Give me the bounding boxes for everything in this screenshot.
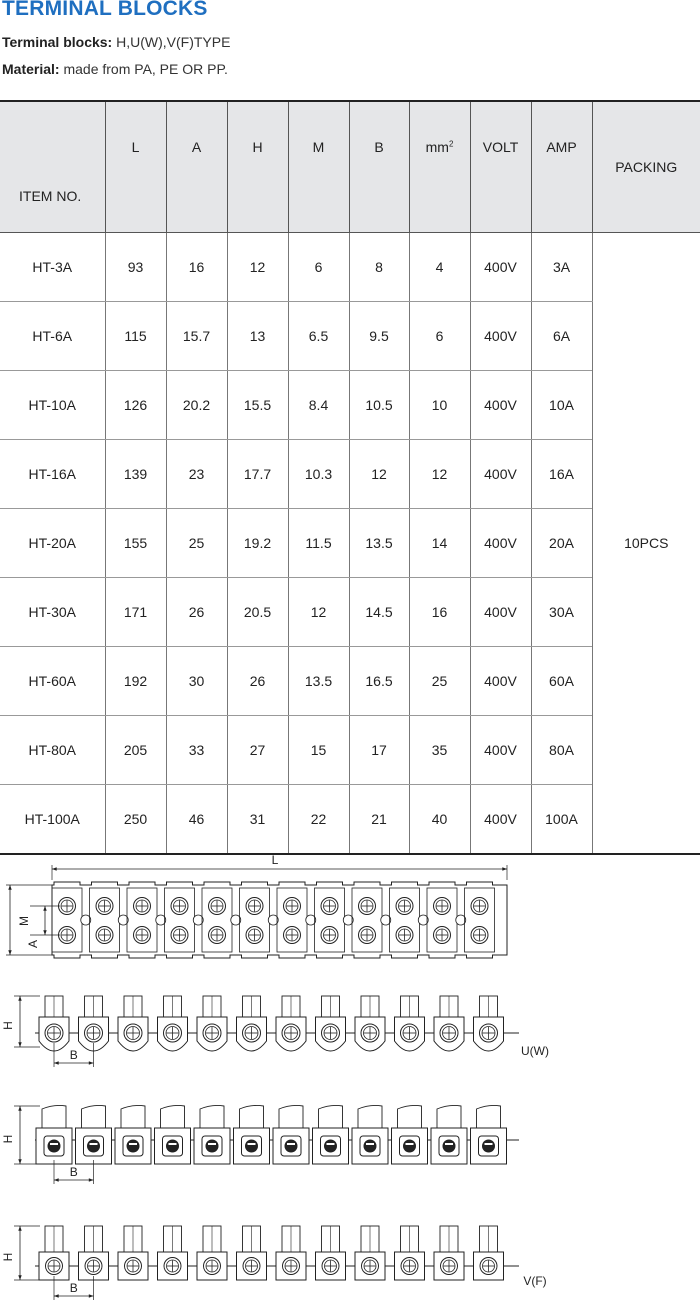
cell-m: 11.5 (288, 509, 349, 578)
cell-a: 25 (166, 509, 227, 578)
cell-mm: 16 (409, 578, 470, 647)
cell-mm: 12 (409, 440, 470, 509)
cell-m: 15 (288, 716, 349, 785)
cell-volt: 400V (470, 302, 531, 371)
cell-b: 14.5 (349, 578, 409, 647)
cell-mm: 35 (409, 716, 470, 785)
header-mm-sup: 2 (448, 139, 454, 149)
cell-volt: 400V (470, 647, 531, 716)
type-spec (2, 34, 230, 50)
screw-icon (245, 1140, 258, 1153)
cell-volt: 400V (470, 578, 531, 647)
header-l: L (105, 101, 166, 233)
cell-item: HT-20A (0, 509, 105, 578)
cell-amp: 16A (531, 440, 592, 509)
header-m: M (288, 101, 349, 233)
table-body (0, 233, 700, 855)
screw-icon (403, 1140, 416, 1153)
cell-h: 20.5 (227, 578, 288, 647)
terminal-post (477, 1105, 501, 1128)
cell-item: HT-80A (0, 716, 105, 785)
screw-icon (87, 1140, 100, 1153)
cell-amp: 10A (531, 371, 592, 440)
dimension-h-label: H (1, 1134, 15, 1144)
cell-amp: 3A (531, 233, 592, 302)
cell-a: 30 (166, 647, 227, 716)
screw-icon (482, 1140, 495, 1153)
cell-m: 22 (288, 785, 349, 855)
screw-icon (206, 1140, 219, 1153)
terminal-post (240, 1105, 264, 1128)
header-amp: AMP (531, 101, 592, 233)
dimension-b-label: B (69, 1048, 78, 1062)
cell-h: 17.7 (227, 440, 288, 509)
dimension-h-label: H (1, 1021, 15, 1030)
cell-mm: 25 (409, 647, 470, 716)
cell-item: HT-6A (0, 302, 105, 371)
cell-volt: 400V (470, 785, 531, 855)
cell-a: 16 (166, 233, 227, 302)
cell-item: HT-60A (0, 647, 105, 716)
screw-icon (364, 1140, 377, 1153)
material-spec (2, 61, 228, 77)
cell-item: HT-16A (0, 440, 105, 509)
screw-icon (48, 1140, 61, 1153)
cell-item: HT-3A (0, 233, 105, 302)
screw-icon (127, 1140, 140, 1153)
cell-mm: 10 (409, 371, 470, 440)
terminal-post (200, 1105, 224, 1128)
terminal-post (319, 1105, 343, 1128)
cell-a: 20.2 (166, 371, 227, 440)
dimension-h-label: H (1, 1252, 15, 1262)
header-volt: VOLT (470, 101, 531, 233)
top-view-drawing (6, 853, 507, 958)
cell-b: 13.5 (349, 509, 409, 578)
cell-b: 12 (349, 440, 409, 509)
technical-drawings (0, 830, 700, 1303)
uw-view-drawing (1, 996, 549, 1067)
type-label: Terminal blocks: (2, 34, 113, 50)
vf-view-drawing (1, 1226, 547, 1300)
cell-mm: 4 (409, 233, 470, 302)
cell-amp: 100A (531, 785, 592, 855)
cell-b: 16.5 (349, 647, 409, 716)
cell-volt: 400V (470, 716, 531, 785)
header-mm2 (409, 101, 470, 233)
screw-icon (324, 1140, 337, 1153)
cell-l: 171 (105, 578, 166, 647)
dimension-l-label: L (271, 853, 279, 867)
cell-h: 27 (227, 716, 288, 785)
header-b: B (349, 101, 409, 233)
cell-m: 13.5 (288, 647, 349, 716)
screw-icon (166, 1140, 179, 1153)
cell-m: 8.4 (288, 371, 349, 440)
dimension-a-label: A (26, 939, 40, 949)
cell-h: 19.2 (227, 509, 288, 578)
cell-l: 250 (105, 785, 166, 855)
cell-l: 155 (105, 509, 166, 578)
dimension-b-label: B (69, 1165, 78, 1179)
cell-item: HT-100A (24, 811, 80, 827)
cell-l: 139 (105, 440, 166, 509)
cell-m: 12 (288, 578, 349, 647)
cell-b: 9.5 (349, 302, 409, 371)
cell-h: 15.5 (227, 371, 288, 440)
cell-l: 115 (105, 302, 166, 371)
cell-a: 46 (166, 785, 227, 855)
cell-amp: 6A (531, 302, 592, 371)
table-row (0, 233, 700, 302)
cell-b: 8 (349, 233, 409, 302)
terminal-post (398, 1105, 422, 1128)
cell-packing: 10PCS (592, 233, 700, 855)
terminal-post (82, 1105, 106, 1128)
type-value: H,U(W),V(F)TYPE (116, 34, 231, 50)
cell-b: 17 (349, 716, 409, 785)
cell-item: HT-10A (0, 371, 105, 440)
header-packing: PACKING (592, 101, 700, 233)
cell-l: 93 (105, 233, 166, 302)
cell-mm: 14 (409, 509, 470, 578)
cell-l: 126 (105, 371, 166, 440)
cell-a: 23 (166, 440, 227, 509)
screw-icon (285, 1140, 298, 1153)
cell-m: 6 (288, 233, 349, 302)
h-view-drawing (1, 1105, 519, 1184)
terminal-post (42, 1105, 66, 1128)
header-mm-text: mm (425, 139, 449, 155)
cell-volt: 400V (470, 509, 531, 578)
type-label: U(W) (521, 1044, 549, 1058)
cell-a: 33 (166, 716, 227, 785)
cell-mm: 40 (409, 785, 470, 855)
dimension-m-label: M (17, 916, 31, 926)
dimension-b-label: B (69, 1281, 78, 1295)
cell-volt: 400V (470, 440, 531, 509)
cell-m: 10.3 (288, 440, 349, 509)
cell-h: 13 (227, 302, 288, 371)
cell-h: 26 (227, 647, 288, 716)
type-label: V(F) (523, 1274, 547, 1288)
cell-amp: 80A (531, 716, 592, 785)
spec-table (0, 100, 700, 855)
terminal-post (279, 1105, 303, 1128)
cell-h: 31 (227, 785, 288, 855)
header-a: A (166, 101, 227, 233)
material-value: made from PA, PE OR PP. (63, 61, 228, 77)
terminal-post (437, 1105, 461, 1128)
cell-volt: 400V (470, 371, 531, 440)
cell-mm: 6 (409, 302, 470, 371)
terminal-post (358, 1105, 382, 1128)
cell-volt: 400V (470, 233, 531, 302)
cell-h: 12 (227, 233, 288, 302)
cell-b: 21 (349, 785, 409, 855)
cell-a: 15.7 (166, 302, 227, 371)
cell-item: HT-30A (0, 578, 105, 647)
cell-amp: 30A (531, 578, 592, 647)
screw-icon (443, 1140, 456, 1153)
material-label: Material: (2, 61, 60, 77)
header-h: H (227, 101, 288, 233)
cell-amp: 60A (531, 647, 592, 716)
page-title: TERMINAL BLOCKS (2, 0, 208, 20)
terminal-post (121, 1105, 145, 1128)
header-item-no: ITEM NO. (0, 101, 105, 233)
cell-l: 205 (105, 716, 166, 785)
cell-a: 26 (166, 578, 227, 647)
cell-amp: 20A (531, 509, 592, 578)
cell-b: 10.5 (349, 371, 409, 440)
cell-m: 6.5 (288, 302, 349, 371)
table-header-row (0, 101, 700, 233)
terminal-post (161, 1105, 185, 1128)
cell-l: 192 (105, 647, 166, 716)
